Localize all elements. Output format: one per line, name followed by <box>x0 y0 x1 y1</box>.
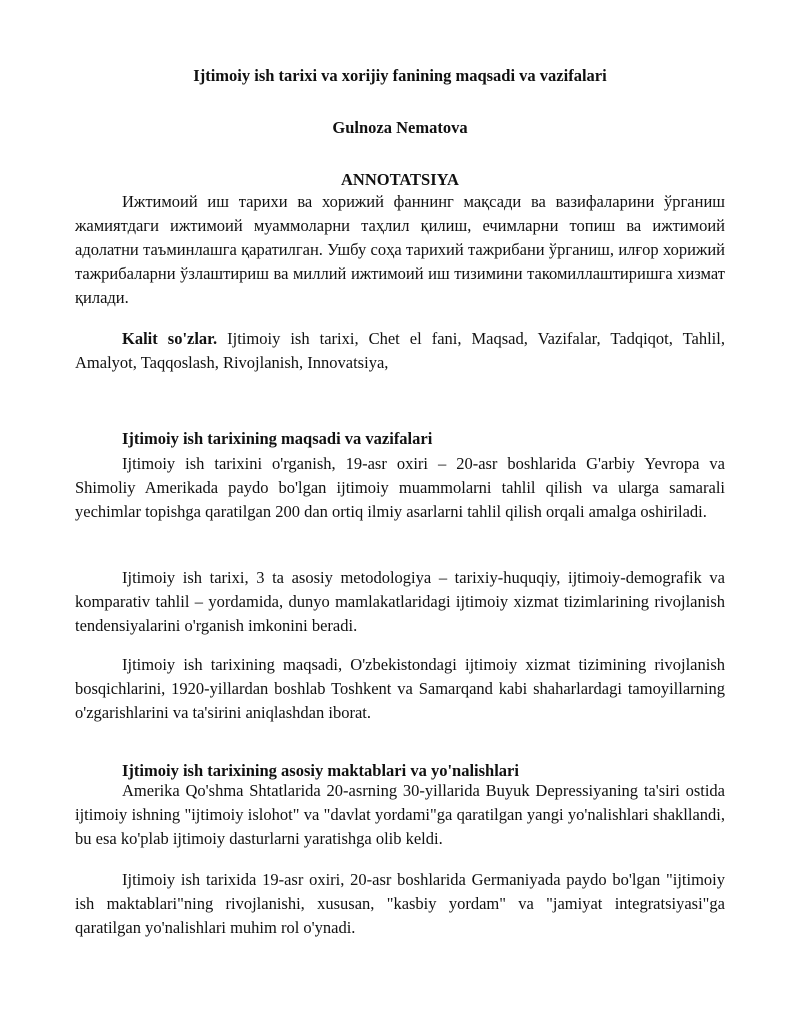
section2-paragraph-2: Ijtimoiy ish tarixida 19-asr oxiri, 20-asr boshlarida Germaniyada paydo bo'lgan "ijtimoiy ish maktablari"ning rivojlanishi, xususan, "kasbiy yordam" va "jamiyat integratsiyasi"ga qaratilgan yo'nalishlari muhim rol o'ynadi. <box>75 870 725 937</box>
annotation-paragraph: Ижтимоий иш тарихи ва хорижий фаннинг мақсади ва вазифаларини ўрганиш жамиятдаги ижтимоий муаммоларни таҳлил қилиш, ечимларни топиш ва ижтимоий адолатни таъминлашга қаратилган. Ушбу соҳа тарихий тажрибани ўрганиш, илғор хорижий тажрибаларни ўзлаштириш ва миллий ижтимоий иш тизимини такомиллаштиришга хизмат қилади. <box>75 192 725 307</box>
section2-paragraph-1: Amerika Qo'shma Shtatlarida 20-asrning 30-yillarida Buyuk Depressiyaning ta'siri ostida ijtimoiy ishning "ijtimoiy islohot" va "davlat yordami"ga qaratilgan yangi yo'nalishlari shakllandi, bu esa ko'plab ijtimoiy dasturlarni yaratishga olib keldi. <box>75 781 725 848</box>
keywords-paragraph <box>75 327 725 375</box>
section1-paragraph-3: Ijtimoiy ish tarixining maqsadi, O'zbekistondagi ijtimoiy xizmat tizimining rivojlanish bosqichlarini, 1920-yillardan boshlab Toshkent va Samarqand kabi shaharlardagi tamoyillarning o'zgarishlarini va ta'sirini aniqlashdan iborat. <box>75 655 725 722</box>
keywords-label: Kalit so'zlar. <box>122 329 218 348</box>
section2-heading: Ijtimoiy ish tarixining asosiy maktablari va yo'nalishlari <box>122 761 519 780</box>
section1-paragraph-1: Ijtimoiy ish tarixini o'rganish, 19-asr oxiri – 20-asr boshlarida G'arbiy Yevropa va Shimoliy Amerikada paydo bo'lgan ijtimoiy muammolarni tahlil qilish va ularga samarali yechimlar topishga qaratilgan 200 dan ortiq ilmiy asarlarni tahlil qilish orqali amalga oshiriladi. <box>75 454 725 521</box>
annotation-heading: ANNOTATSIYA <box>341 170 459 189</box>
keywords-text: Ijtimoiy ish tarixi, Chet el fani, Maqsad, Vazifalar, Tadqiqot, Tahlil, Amalyot, Taqqoslash, Rivojlanish, Innovatsiya, <box>75 329 725 372</box>
author-name: Gulnoza Nematova <box>332 118 468 137</box>
section1-heading: Ijtimoiy ish tarixining maqsadi va vazifalari <box>122 429 433 448</box>
document-title: Ijtimoiy ish tarixi va xorijiy fanining maqsadi va vazifalari <box>193 66 607 85</box>
section1-paragraph-2: Ijtimoiy ish tarixi, 3 ta asosiy metodologiya – tarixiy-huquqiy, ijtimoiy-demografik va komparativ tahlil – yordamida, dunyo mamlakatlaridagi ijtimoiy xizmat tizimlarining rivojlanish tendensiyalarini o'rganish imkonini beradi. <box>75 568 725 635</box>
